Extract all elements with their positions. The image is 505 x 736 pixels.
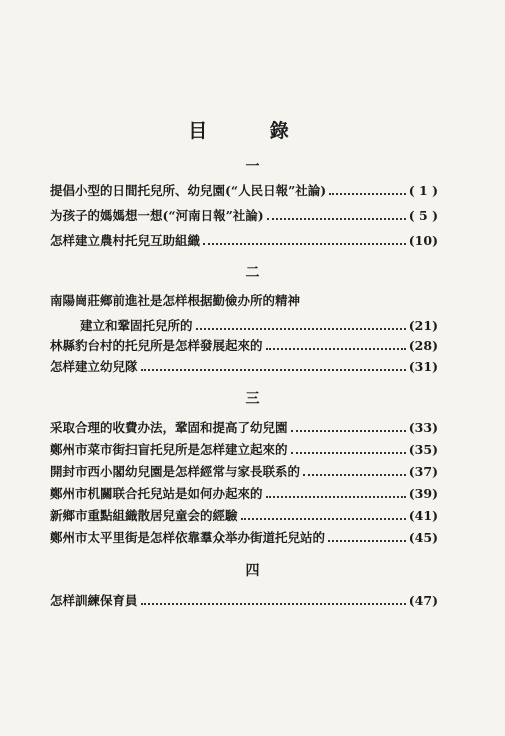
entry-title: 建立和鞏固托兒所的: [80, 318, 193, 333]
toc-title: 目 錄: [188, 120, 317, 142]
entry-title: 林縣豹台村的托兒所是怎样發展起來的: [50, 338, 263, 353]
leader-dots: [241, 508, 406, 520]
entry-page: (45): [408, 530, 438, 545]
toc-entry[interactable]: [50, 338, 438, 354]
toc-entry[interactable]: [50, 530, 438, 546]
entry-page: (33): [408, 420, 438, 435]
entry-page: ( 1 ): [408, 183, 438, 198]
leader-dots: [141, 593, 406, 605]
entry-title: 怎样建立幼兒隊: [50, 359, 138, 374]
entry-page: (28): [408, 338, 438, 353]
leader-dots: [266, 486, 406, 498]
entry-page: (41): [408, 508, 438, 523]
toc-entry-continued[interactable]: [50, 293, 438, 309]
leader-dots: [266, 338, 406, 350]
leader-dots: [328, 530, 406, 542]
entry-title: 怎样建立農村托兒互助組織: [50, 233, 201, 248]
entry-title: 鄭州市菜市街扫盲托兒所是怎样建立起來的: [50, 442, 288, 457]
toc-entry[interactable]: [50, 464, 438, 480]
section-number-1: 一: [245, 159, 260, 175]
toc-entry[interactable]: [50, 208, 438, 224]
entry-title: 鄭州市机關联合托兒站是如何办起來的: [50, 486, 263, 501]
section-number-2: 二: [245, 265, 260, 281]
entry-page: (39): [408, 486, 438, 501]
toc-entry[interactable]: [50, 442, 438, 458]
entry-title: 怎样訓練保育員: [50, 593, 138, 608]
toc-entry[interactable]: [50, 486, 438, 502]
toc-entry[interactable]: [50, 593, 438, 609]
entry-title: 南陽崗莊鄉前進社是怎样根据勤儉办所的精神: [50, 293, 301, 308]
toc-entry[interactable]: [80, 318, 438, 334]
section-number-4: 四: [245, 563, 260, 579]
entry-title: 開封市西小閣幼兒園是怎样經常与家長联系的: [50, 464, 301, 479]
entry-title: 为孩子的媽媽想一想(“河南日報”社論): [50, 208, 264, 223]
entry-page: (35): [408, 442, 438, 457]
entry-page: (37): [408, 464, 438, 479]
leader-dots: [291, 442, 406, 454]
entry-title: 鄭州市太平里街是怎样依靠羣众举办街道托兒站的: [50, 530, 326, 545]
entry-title: 采取合理的收費办法，鞏固和提高了幼兒園: [50, 420, 288, 435]
leader-dots: [141, 359, 406, 371]
entry-page: (10): [408, 233, 438, 248]
entry-page: ( 5 ): [408, 208, 438, 223]
leader-dots: [267, 208, 406, 220]
toc-entry[interactable]: [50, 359, 438, 375]
leader-dots: [203, 233, 406, 245]
entry-page: (31): [408, 359, 438, 374]
toc-entry[interactable]: [50, 420, 438, 436]
leader-dots: [196, 318, 406, 330]
toc-entry[interactable]: [50, 508, 438, 524]
entry-title: 提倡小型的日間托兒所、幼兒園(“人民日報”社論): [50, 183, 327, 198]
leader-dots: [329, 183, 406, 195]
toc-entry[interactable]: [50, 233, 438, 249]
leader-dots: [291, 420, 406, 432]
entry-title: 新鄉市重點組織散居兒童会的經驗: [50, 508, 238, 523]
leader-dots: [303, 464, 406, 476]
toc-entry[interactable]: [50, 183, 438, 199]
entry-page: (21): [408, 318, 438, 333]
entry-page: (47): [408, 593, 438, 608]
section-number-3: 三: [245, 391, 260, 407]
